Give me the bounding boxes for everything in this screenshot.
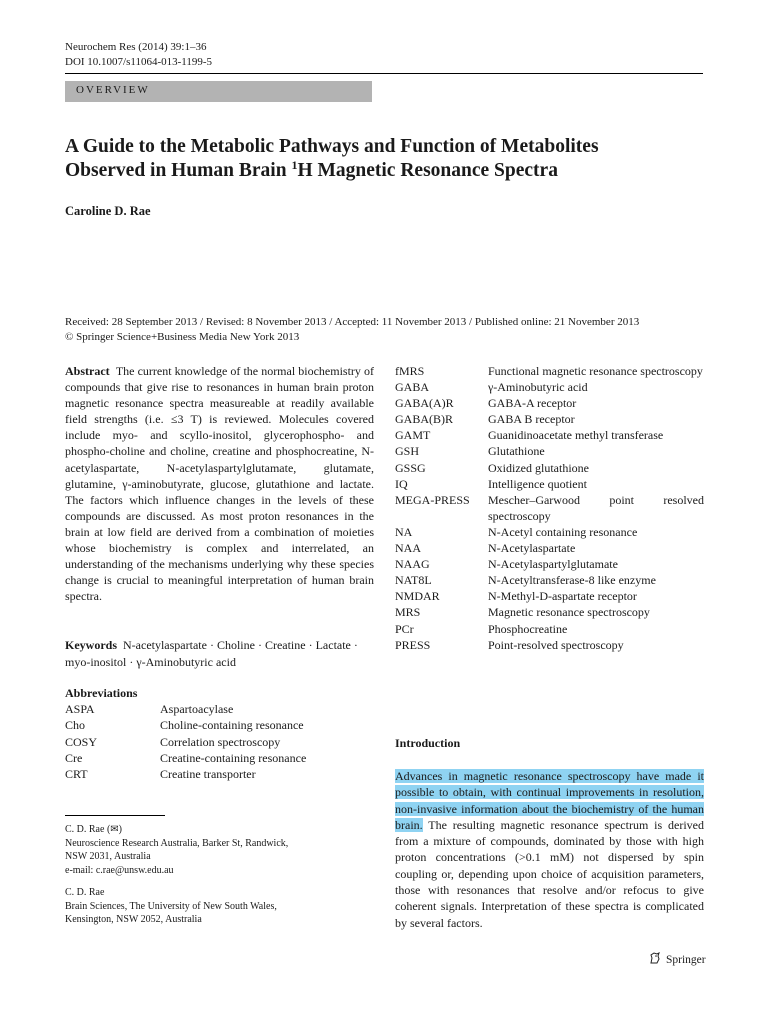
abbreviation-definition: Intelligence quotient: [488, 476, 587, 491]
abbreviation-row: [395, 604, 704, 620]
abbreviation-definition: Creatine-containing resonance: [160, 750, 307, 765]
abbreviation-row: [395, 427, 704, 443]
abbreviation-term: MEGA-PRESS: [395, 492, 470, 507]
abbreviation-row: [65, 750, 306, 766]
abbreviation-definition: Mescher–Garwood point resolved spectroscopy: [488, 492, 704, 523]
header-rule: [65, 73, 703, 74]
affiliation-name: C. D. Rae (✉): [65, 824, 122, 835]
abbreviation-definition: N-Acetyltransferase-8 like enzyme: [488, 573, 656, 588]
abbreviation-term: NAT8L: [395, 573, 432, 588]
abbreviation-term: IQ: [395, 476, 408, 491]
abbreviation-definition: Creatine transporter: [160, 767, 256, 782]
affiliation-1: [65, 823, 365, 877]
abbreviation-row: [395, 476, 704, 492]
abbreviation-term: ASPA: [65, 702, 95, 716]
dates-line: Received: 28 September 2013 / Revised: 8 November 2013 / Accepted: 11 November 2013 / Published online: 21 November 2013: [65, 316, 640, 328]
abbreviation-definition: N-Methyl-D-aspartate receptor: [488, 589, 637, 604]
author-name: Caroline D. Rae: [65, 204, 151, 218]
abbreviation-term: fMRS: [395, 364, 425, 378]
abbreviation-term: PCr: [395, 621, 414, 636]
journal-header: [65, 40, 212, 70]
keywords-label: Keywords: [65, 638, 117, 652]
abbreviation-term: Cho: [65, 718, 86, 733]
abbreviation-row: [395, 443, 704, 459]
affiliation-line: Kensington, NSW 2052, Australia: [65, 914, 202, 925]
abbreviation-term: NMDAR: [395, 589, 440, 604]
title-line-2-pre: Observed in Human Brain: [65, 160, 292, 181]
abbreviation-definition: Phosphocreatine: [488, 621, 568, 636]
publisher-logo: [648, 951, 706, 968]
abbreviation-term: NAAG: [395, 557, 430, 572]
abbreviation-row: [395, 524, 704, 540]
springer-horse-icon: [648, 951, 662, 968]
abbreviation-definition: Magnetic resonance spectroscopy: [488, 605, 650, 620]
abbreviation-term: NA: [395, 524, 413, 539]
abstract-text: The current knowledge of the normal biochemistry of compounds that give rise to resonances in human brain proton magnetic resonance spectra measureable at readily available field strengths (i.e. ≤3 T) is reviewed. Molecules covered include myo- and scyllo-inositol, glycerophospho- and phospho-choline and choline, creatine and phosphocreatine, N-acetylaspartate, N-acetylaspartylglutamate, glutamate, glutamine, γ-aminobutyrate, glucose, glutathione and lactate. The factors which influence changes in the levels of these compounds are discussed. As most proton resonances in the brain at low field are derived from a combination of moieties whose biochemistry is complex and interrelated, an understanding of the mechanisms underlying why these species change is crucial to meaningful interpretation of human brain spectra.: [65, 364, 374, 604]
abbreviation-definition: GABA-A receptor: [488, 396, 577, 411]
abbreviation-term: COSY: [65, 734, 98, 749]
doi-line: DOI 10.1007/s11064-013-1199-5: [65, 56, 213, 68]
abbreviation-row: [395, 492, 704, 524]
abbreviation-definition: Aspartoacylase: [160, 702, 234, 716]
footnote-rule: [65, 815, 165, 816]
abbreviation-row: [395, 363, 704, 379]
section-label: OVERVIEW: [76, 84, 150, 96]
abbreviation-row: [65, 766, 306, 782]
abbreviation-definition: Point-resolved spectroscopy: [488, 637, 624, 652]
abbreviation-definition: Correlation spectroscopy: [160, 734, 281, 749]
abbreviation-term: PRESS: [395, 637, 431, 652]
keywords: [65, 637, 374, 671]
abbreviation-definition: Glutathione: [488, 444, 545, 459]
abbreviation-row: [395, 572, 704, 588]
abbreviation-definition: N-Acetylaspartate: [488, 541, 576, 556]
abbreviation-row: [65, 734, 306, 750]
affiliation-line: Brain Sciences, The University of New South Wales,: [65, 900, 277, 912]
introduction-heading: Introduction: [395, 736, 461, 750]
abbreviation-term: GSSG: [395, 460, 426, 475]
abbreviation-row: [395, 556, 704, 572]
abbreviation-row: [395, 460, 704, 476]
title-line-2-post: H Magnetic Resonance Spectra: [297, 160, 558, 181]
title-superscript: 1: [291, 158, 298, 172]
abbreviation-row: [395, 411, 704, 427]
abbreviation-term: GABA(A)R: [395, 396, 454, 411]
abbreviation-definition: GABA B receptor: [488, 412, 575, 427]
abbreviations-list-left: [65, 701, 306, 782]
abbreviation-term: MRS: [395, 605, 421, 620]
abbreviation-term: Cre: [65, 750, 83, 765]
abbreviation-row: [395, 540, 704, 556]
abbreviation-term: GABA: [395, 380, 430, 395]
abbreviation-row: [395, 379, 704, 395]
affiliation-2: [65, 886, 365, 927]
publisher-name: Springer: [666, 953, 706, 966]
abbreviation-term: NAA: [395, 541, 421, 556]
abbreviation-row: [65, 717, 306, 733]
abbreviation-definition: Oxidized glutathione: [488, 460, 589, 475]
abstract: [65, 363, 374, 604]
keywords-text: N-acetylaspartate · Choline · Creatine · Lactate · myo-inositol · γ-Aminobutyric acid: [65, 638, 358, 669]
publication-dates: [65, 315, 705, 345]
title-line-1: A Guide to the Metabolic Pathways and Function of Metabolites: [65, 136, 599, 157]
affiliation-email[interactable]: e-mail: c.rae@unsw.edu.au: [65, 864, 174, 876]
abstract-label: Abstract: [65, 364, 110, 378]
abbreviation-row: [65, 701, 306, 717]
highlighted-text[interactable]: Advances in magnetic resonance spectroscopy have made it possible to obtain, with continual improvements in resolution, non-invasive information about the biochemistry of the human brain.: [395, 769, 704, 832]
abbreviation-definition: Guanidinoacetate methyl transferase: [488, 428, 664, 443]
abbreviations-heading: Abbreviations: [65, 686, 138, 700]
article-title: [65, 135, 705, 183]
abbreviation-term: GAMT: [395, 428, 431, 443]
abbreviation-definition: Choline-containing resonance: [160, 718, 304, 733]
section-label-bar: [65, 81, 372, 102]
abbreviation-row: [395, 621, 704, 637]
abbreviation-definition: N-Acetylaspartylglutamate: [488, 557, 618, 572]
affiliation-line: Neuroscience Research Australia, Barker St, Randwick,: [65, 837, 289, 849]
abbreviation-term: GSH: [395, 444, 420, 459]
introduction-text: [395, 768, 704, 931]
abbreviation-definition: N-Acetyl containing resonance: [488, 524, 638, 539]
abbreviations-list-right: [395, 363, 704, 653]
abbreviation-row: [395, 395, 704, 411]
abbreviation-definition: Functional magnetic resonance spectroscopy: [488, 364, 703, 378]
abbreviation-definition: γ-Aminobutyric acid: [488, 380, 588, 395]
title-line-2: [65, 159, 705, 183]
abbreviation-row: [395, 637, 704, 653]
introduction-body: The resulting magnetic resonance spectrum is derived from a mixture of compounds, dominated by those with high proton concentrations (>0.1 mM) not dispersed by spin coupling or, depending upon choice of acquisition parameters, those with resonances that resolve and/or refocus to give coherent signals. Interpretation of these spectra is complicated by several factors.: [395, 817, 704, 930]
affiliation-name: C. D. Rae: [65, 887, 105, 898]
affiliation-line: NSW 2031, Australia: [65, 851, 151, 862]
abbreviation-term: CRT: [65, 767, 88, 782]
abbreviation-term: GABA(B)R: [395, 412, 454, 427]
abbreviation-row: [395, 588, 704, 604]
journal-citation: Neurochem Res (2014) 39:1–36: [65, 41, 207, 53]
copyright-line: © Springer Science+Business Media New York 2013: [65, 331, 300, 343]
